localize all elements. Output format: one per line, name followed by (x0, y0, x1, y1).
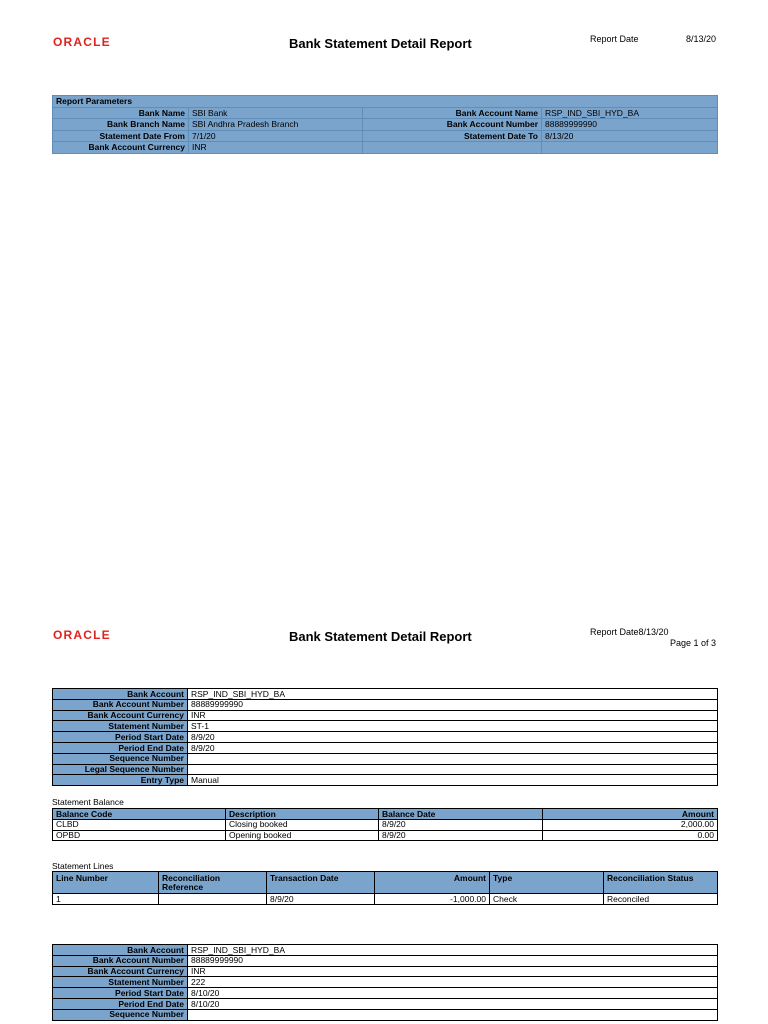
field-label: Period End Date (53, 742, 188, 753)
statement-field-row (53, 775, 718, 786)
param-value: 7/1/20 (189, 130, 363, 142)
statement-lines-title: Statement Lines (52, 861, 114, 871)
field-value: 8/9/20 (188, 742, 718, 753)
field-value: 88889999990 (188, 699, 718, 710)
field-label: Sequence Number (53, 1009, 188, 1020)
report-title: Bank Statement Detail Report (289, 629, 472, 644)
field-value: 222 (188, 977, 718, 988)
field-label: Bank Account (53, 945, 188, 956)
field-value: 8/9/20 (188, 732, 718, 743)
report-date-value: 8/13/20 (686, 34, 717, 44)
statement-field-row (53, 721, 718, 732)
param-value: SBI Bank (189, 107, 363, 119)
params-row (53, 142, 718, 154)
column-header: Line Number (53, 872, 159, 894)
param-label: Bank Account Number (363, 119, 542, 131)
column-header: Reconciliation Status (604, 872, 718, 894)
params-row (53, 107, 718, 119)
field-value: ST-1 (188, 721, 718, 732)
params-row (53, 119, 718, 131)
reconciliation-status: Reconciled (604, 894, 718, 905)
param-value: SBI Andhra Pradesh Branch (189, 119, 363, 131)
params-header: Report Parameters (53, 96, 718, 108)
statement-field-row (53, 955, 718, 966)
column-header: Description (226, 809, 379, 820)
page-number: Page 1 of 3 (670, 638, 717, 648)
field-value: 8/10/20 (188, 988, 718, 999)
field-value (188, 1009, 718, 1020)
param-label: Statement Date To (363, 130, 542, 142)
field-value: INR (188, 966, 718, 977)
field-value: RSP_IND_SBI_HYD_BA (188, 945, 718, 956)
column-header: Balance Date (379, 809, 543, 820)
column-header: Amount (543, 809, 718, 820)
statement-field-row (53, 977, 718, 988)
column-header: Reconciliation Reference (159, 872, 267, 894)
balance-date: 8/9/20 (379, 830, 543, 841)
balance-code: OPBD (53, 830, 226, 841)
column-header: Transaction Date (267, 872, 375, 894)
param-label: Bank Account Currency (53, 142, 189, 154)
table-row (53, 819, 718, 830)
field-label: Legal Sequence Number (53, 764, 188, 775)
statement-field-row (53, 753, 718, 764)
reconciliation-reference (159, 894, 267, 905)
field-value: INR (188, 710, 718, 721)
field-label: Period End Date (53, 998, 188, 1009)
statement-header-table (52, 688, 718, 786)
param-label: Statement Date From (53, 130, 189, 142)
statement-field-row (53, 710, 718, 721)
report-title: Bank Statement Detail Report (289, 36, 472, 51)
field-value: 88889999990 (188, 955, 718, 966)
field-label: Sequence Number (53, 753, 188, 764)
field-label: Period Start Date (53, 732, 188, 743)
statement-field-row (53, 689, 718, 700)
statement-field-row (53, 1009, 718, 1020)
param-value: 8/13/20 (542, 130, 718, 142)
oracle-logo: ORACLE (53, 628, 111, 642)
param-value: 88889999990 (542, 119, 718, 131)
report-parameters-table (52, 95, 718, 154)
statement-lines-table (52, 871, 718, 905)
field-label: Bank Account (53, 689, 188, 700)
field-label: Bank Account Number (53, 955, 188, 966)
param-value: RSP_IND_SBI_HYD_BA (542, 107, 718, 119)
statement-header-table (52, 944, 718, 1021)
statement-field-row (53, 764, 718, 775)
transaction-date: 8/9/20 (267, 894, 375, 905)
table-row (53, 830, 718, 841)
statement-field-row (53, 945, 718, 956)
field-label: Bank Account Number (53, 699, 188, 710)
field-label: Entry Type (53, 775, 188, 786)
statement-field-row (53, 732, 718, 743)
field-value: RSP_IND_SBI_HYD_BA (188, 689, 718, 700)
balance-amount: 2,000.00 (543, 819, 718, 830)
param-label (363, 142, 542, 154)
field-value: 8/10/20 (188, 998, 718, 1009)
balance-amount: 0.00 (543, 830, 718, 841)
field-label: Period Start Date (53, 988, 188, 999)
statement-balance-title: Statement Balance (52, 797, 124, 807)
line-amount: -1,000.00 (375, 894, 490, 905)
statement-field-row (53, 998, 718, 1009)
field-value (188, 764, 718, 775)
balance-header-row (53, 809, 718, 820)
statement-balance-table (52, 808, 718, 841)
field-label: Statement Number (53, 721, 188, 732)
param-label: Bank Name (53, 107, 189, 119)
statement-field-row (53, 699, 718, 710)
field-label: Bank Account Currency (53, 710, 188, 721)
lines-header-row (53, 872, 718, 894)
field-label: Bank Account Currency (53, 966, 188, 977)
params-row (53, 130, 718, 142)
param-label: Bank Branch Name (53, 119, 189, 131)
oracle-logo: ORACLE (53, 35, 111, 49)
field-value: Manual (188, 775, 718, 786)
param-value: INR (189, 142, 363, 154)
line-number: 1 (53, 894, 159, 905)
report-date: Report Date8/13/20 (590, 627, 669, 637)
line-type: Check (490, 894, 604, 905)
report-date-label: Report Date (590, 34, 639, 44)
column-header: Type (490, 872, 604, 894)
balance-description: Opening booked (226, 830, 379, 841)
balance-code: CLBD (53, 819, 226, 830)
statement-field-row (53, 742, 718, 753)
field-value (188, 753, 718, 764)
param-value (542, 142, 718, 154)
table-row (53, 894, 718, 905)
statement-field-row (53, 966, 718, 977)
column-header: Amount (375, 872, 490, 894)
statement-field-row (53, 988, 718, 999)
column-header: Balance Code (53, 809, 226, 820)
param-label: Bank Account Name (363, 107, 542, 119)
balance-date: 8/9/20 (379, 819, 543, 830)
balance-description: Closing booked (226, 819, 379, 830)
params-header-row (53, 96, 718, 108)
field-label: Statement Number (53, 977, 188, 988)
